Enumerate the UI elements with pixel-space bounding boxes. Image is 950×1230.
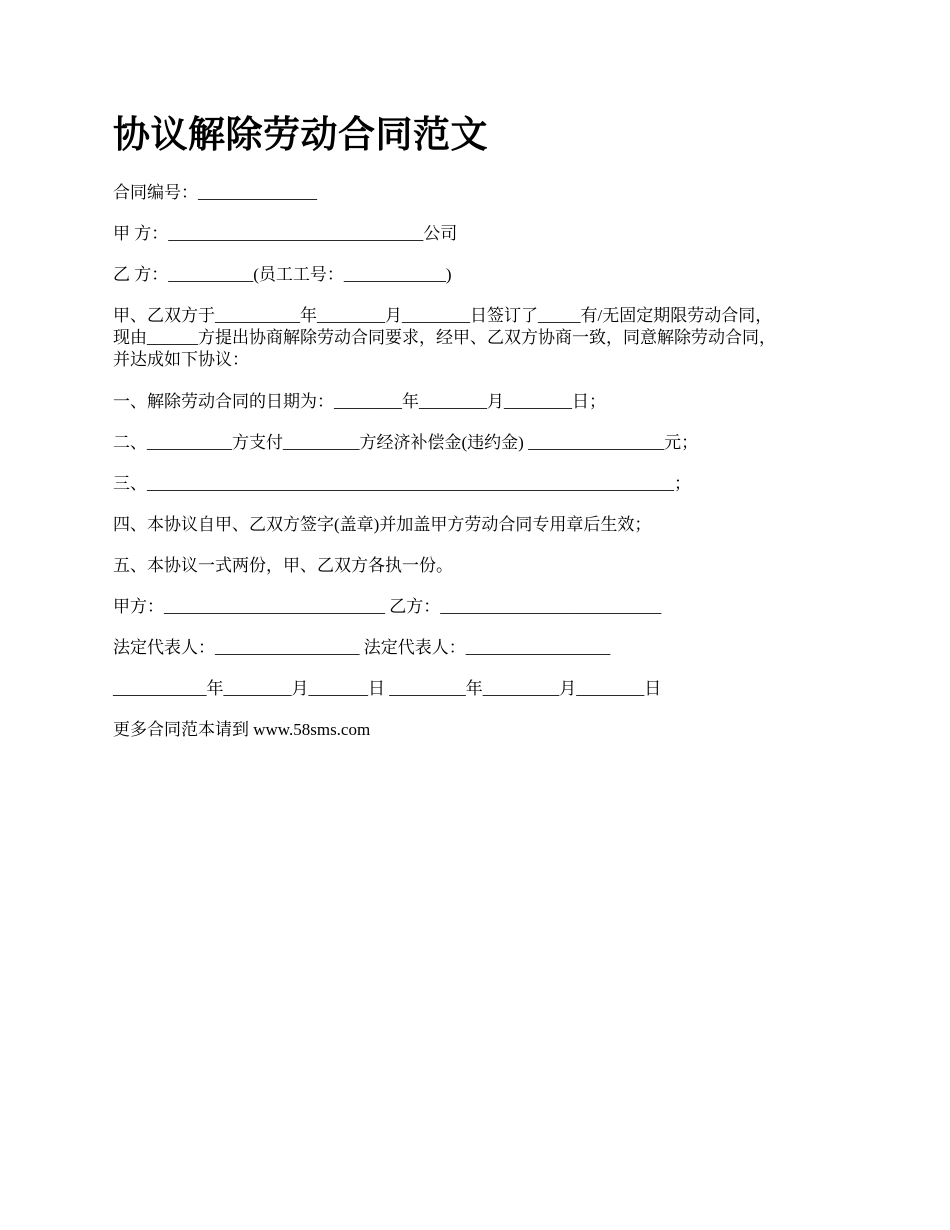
signature-dates-line: ___________年________月_______日 _________年_________月________日 <box>113 679 662 698</box>
document-title: 协议解除劳动合同范文 <box>113 115 488 156</box>
intro-line: 甲、乙双方于__________年________月________日签订了_____有/无固定期限劳动合同， <box>113 306 773 325</box>
clause-1: 一、解除劳动合同的日期为：________年________月________日； <box>113 392 606 411</box>
clause-4: 四、本协议自甲、乙双方签字(盖章)并加盖甲方劳动合同专用章后生效； <box>113 515 652 534</box>
contract-number-line: 合同编号：______________ <box>113 183 317 202</box>
intro-line: 并达成如下协议： <box>113 350 249 369</box>
clause-5: 五、本协议一式两份，甲、乙双方各执一份。 <box>113 556 453 575</box>
party-b-line: 乙 方：__________(员工工号：____________) <box>113 265 452 284</box>
intro-paragraph <box>113 305 835 371</box>
signature-parties-line: 甲方：__________________________ 乙方：__________________________ <box>113 597 662 616</box>
intro-line: 现由______方提出协商解除劳动合同要求，经甲、乙双方协商一致，同意解除劳动合同， <box>113 328 776 347</box>
clause-2: 二、__________方支付_________方经济补偿金(违约金) ________________元； <box>113 433 699 452</box>
party-a-line: 甲 方：______________________________公司 <box>113 224 458 243</box>
footer-link-text: 更多合同范本请到 www.58sms.com <box>113 720 371 739</box>
clause-3: 三、______________________________________________________________； <box>113 474 691 493</box>
legal-representatives-line: 法定代表人：_________________ 法定代表人：_________________ <box>113 638 611 657</box>
